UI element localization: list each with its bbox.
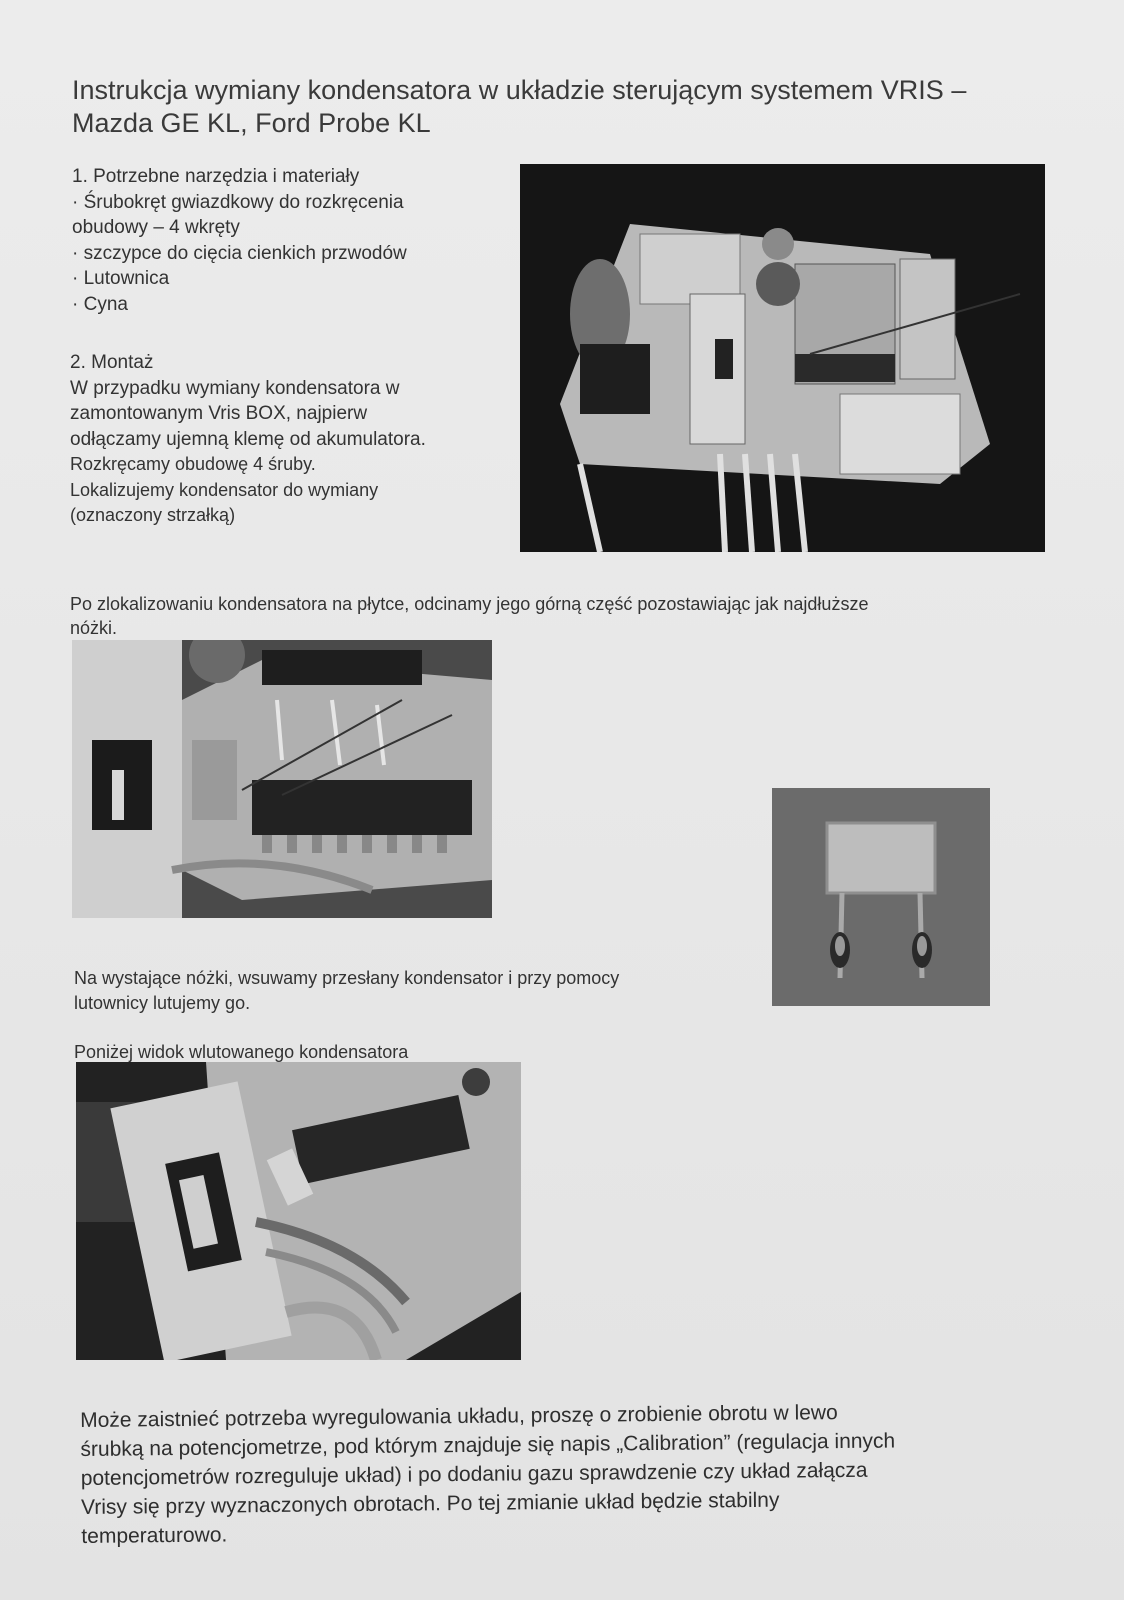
cut-line-2: nóżki. <box>70 618 118 638</box>
mounting-line: zamontowanym Vris BOX, najpierw <box>70 403 368 424</box>
new-capacitor-image <box>772 788 990 1006</box>
cut-paragraph <box>70 592 1070 640</box>
mounting-heading: 2. Montaż <box>70 352 154 373</box>
calibration-line: Vrisy się przy wyznaczonych obrotach. Po tej zmianie układ będzie stabilny <box>80 1488 780 1519</box>
mounting-line: Rozkręcamy obudowę 4 śruby. <box>70 454 316 474</box>
mounting-section <box>70 350 515 529</box>
calibration-line: potencjometrów rozreguluje układ) i po dodaniu gazu sprawdzenie czy układ załącza <box>80 1458 868 1490</box>
tools-section <box>72 164 512 317</box>
tools-heading: 1. Potrzebne narzędzia i materiały <box>72 166 360 187</box>
view-line: Poniżej widok wlutowanego kondensatora <box>74 1042 409 1062</box>
photo-soldered-capacitor <box>76 1062 521 1360</box>
tools-item: · Cyna <box>72 293 128 315</box>
cut-line-1: Po zlokalizowaniu kondensatora na płytce, odcinamy jego górną część pozostawiając jak najdłuższe <box>70 594 869 614</box>
calibration-line: temperaturowo. <box>81 1523 228 1548</box>
tools-item: · Śrubokręt gwiazdkowy do rozkręcenia <box>72 191 404 213</box>
tools-item: obudowy – 4 wkręty <box>72 217 240 238</box>
tools-item: · szczypce do cięcia cienkich przwodów <box>72 242 407 264</box>
document-title <box>72 74 1062 140</box>
photo-pcb-overview <box>520 164 1045 552</box>
solder-paragraph <box>74 966 754 1016</box>
photo-new-capacitor <box>772 788 990 1006</box>
mounting-line: (oznaczony strzałką) <box>70 505 236 525</box>
calibration-line: Może zaistnieć potrzeba wyregulowania układu, proszę o zrobienie obrotu w lewo <box>80 1401 838 1432</box>
photo-capacitor-closeup <box>72 640 492 918</box>
soldered-capacitor-image <box>76 1062 521 1360</box>
capacitor-closeup-image <box>72 640 492 918</box>
title-line-2: Mazda GE KL, Ford Probe KL <box>72 108 431 138</box>
mounting-line: odłączamy ujemną klemę od akumulatora. <box>70 428 426 450</box>
tools-item: · Lutownica <box>72 268 170 289</box>
solder-line-2: lutownicy lutujemy go. <box>74 993 251 1013</box>
calibration-line: śrubką na potencjometrze, pod którym znajduje się napis „Calibration” (regulacja innych <box>80 1429 896 1461</box>
pcb-overview-image <box>520 164 1045 552</box>
solder-line-1: Na wystające nóżki, wsuwamy przesłany kondensator i przy pomocy <box>74 968 620 988</box>
calibration-paragraph <box>80 1396 1081 1551</box>
title-line-1: Instrukcja wymiany kondensatora w układzie sterującym systemem VRIS – <box>72 75 967 105</box>
mounting-line: W przypadku wymiany kondensatora w <box>70 377 400 399</box>
view-paragraph <box>74 1040 574 1064</box>
mounting-line: Lokalizujemy kondensator do wymiany <box>70 479 379 500</box>
